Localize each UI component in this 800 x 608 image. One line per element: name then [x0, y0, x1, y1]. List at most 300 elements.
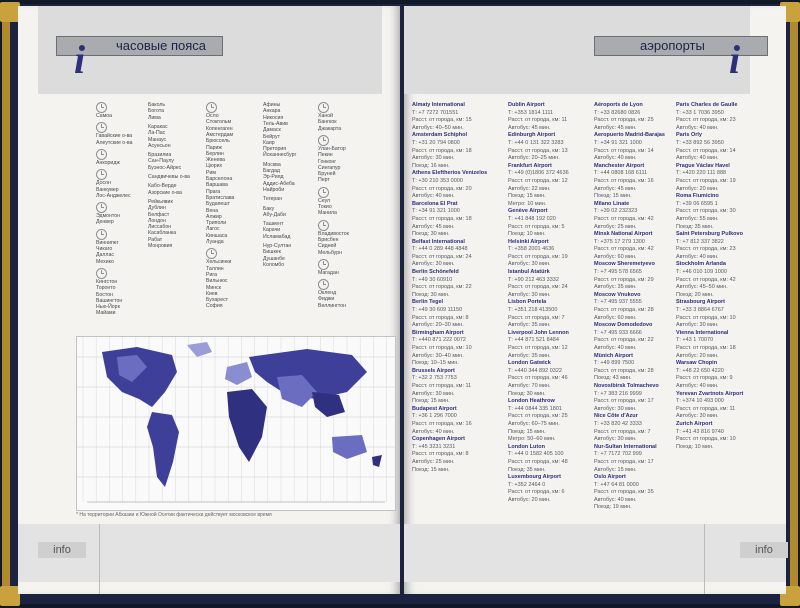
city-name: Перт	[318, 177, 330, 184]
city-name: Мельбурн	[318, 249, 342, 256]
airport-detail: Автобус: 40 мин.	[676, 253, 719, 260]
city-name: Берлин	[206, 150, 224, 157]
city-name: Самоа	[96, 113, 113, 119]
city-name: Женева	[206, 157, 225, 164]
airport-detail: Расст. от города, км: 11	[676, 405, 736, 412]
city-name: Лондон	[148, 217, 166, 224]
airport-detail: Расст. от города, км: 28	[594, 367, 654, 374]
airport-detail: Расст. от города, км: 17	[594, 458, 654, 465]
airport-detail: Т: +48 22 650 4220	[676, 367, 724, 374]
airport-detail: Т: +7 812 337 3822	[676, 238, 724, 245]
airport-detail: Поезд: 10 мин.	[508, 231, 546, 238]
airport-detail: Расст. от города, км: 7	[594, 428, 651, 435]
city-name: Амстердам	[206, 131, 234, 138]
airport-detail: Автобус: 40 мин.	[594, 155, 637, 162]
airport-detail: Расст. от города, км: 16	[594, 177, 654, 184]
airport-detail: Автобус: 30 мин.	[594, 405, 637, 412]
city-name: Кингстон	[96, 278, 118, 285]
airport-detail: Расст. от города, км: 42	[594, 246, 654, 253]
airport-detail: Автобус: 30–40 мин.	[412, 352, 464, 359]
airport-detail: Т: +33 3 8864 6767	[676, 307, 724, 314]
airport-name: Paris Orly	[676, 132, 702, 139]
airport-name: Amsterdam Schiphol	[412, 132, 468, 139]
airport-detail: Поезд: 30 мин.	[412, 291, 450, 298]
city-name: Бангкок	[318, 119, 337, 126]
airport-detail: Автобус: 40 мин.	[412, 428, 455, 435]
airport-detail: Т: +41 43 816 9740	[676, 428, 724, 435]
airport-name: Minsk National Airport	[594, 231, 653, 238]
airport-name: Münich Airport	[594, 352, 633, 359]
airport-detail: Т: +351 218 413500	[508, 307, 558, 314]
city-name: Триполи	[206, 220, 227, 227]
airport-detail: Автобус: 35 мин.	[508, 322, 551, 329]
info-tab-left: info	[38, 542, 86, 558]
city-name: Гавайские о-ва	[96, 133, 133, 140]
airport-detail: Расст. от города, км: 8	[412, 314, 469, 321]
city-name: Тель-Авив	[263, 120, 288, 127]
airport-name: Stockholm Arlanda	[676, 261, 726, 268]
clock-icon	[318, 279, 329, 290]
clock-icon	[318, 102, 329, 113]
city-name: Лагос	[206, 226, 220, 233]
airport-detail: Расст. от города, км: 24	[508, 284, 568, 291]
airport-detail: Расст. от города, км: 35	[594, 489, 654, 496]
city-name: Манила	[318, 210, 337, 217]
airport-detail: Т: +49 30 609 11150	[412, 307, 463, 314]
airport-detail: Автобус: 30 мин.	[676, 322, 719, 329]
city-name: Токио	[318, 204, 332, 210]
city-name: Бруней	[318, 171, 336, 178]
airport-detail: Т: +7 495 933 6666	[594, 329, 642, 336]
airport-name: Brussels Airport	[412, 367, 455, 374]
airport-detail: Расст. от города, км: 6	[508, 489, 565, 496]
left-page	[18, 6, 400, 594]
airport-detail: Автобус: 40 мин.	[676, 124, 719, 131]
city-name: Хельсинки	[206, 259, 232, 266]
airport-name: Nice Côte d'Azur	[594, 413, 638, 420]
airport-name: London Gatwick	[508, 360, 551, 367]
airport-detail: Расст. от города, км: 29	[594, 276, 654, 283]
city-name: Баку	[263, 205, 275, 212]
airport-detail: Расст. от города, км: 28	[594, 307, 654, 314]
airport-detail: Автобус: 40 мин.	[412, 193, 455, 200]
city-name: Кабо-Верде	[148, 183, 177, 190]
city-name: Анкара	[263, 108, 281, 115]
airport-name: Aéroports de Lyon	[594, 102, 643, 108]
airport-detail: Расст. от города, км: 16	[412, 420, 472, 427]
info-i-icon-right: i	[729, 37, 741, 82]
airport-detail: Поезд: 10–15 мин.	[412, 360, 459, 367]
airport-detail: Автобус: 60–75 мин.	[508, 420, 560, 427]
airport-detail: Поезд: 15 мин.	[508, 428, 546, 435]
airport-detail: Автобус: 20 мин.	[676, 352, 719, 359]
airport-name: Frankfurt Airport	[508, 162, 552, 169]
city-name: Буэнос-Айрес	[148, 164, 182, 171]
city-name: Мехико	[96, 258, 114, 265]
airport-detail: Автобус: 45 мин.	[594, 185, 637, 192]
airport-detail: Расст. от города, км: 42	[676, 276, 736, 283]
city-name: Джакарта	[318, 125, 342, 132]
airport-detail: Автобус: 25 мин.	[594, 223, 637, 230]
airport-detail: Т: +44 0 1582 405 100	[508, 451, 564, 458]
city-name: Брисбен	[318, 236, 339, 243]
airport-detail: Автобус: 35 мин.	[508, 352, 551, 359]
city-name: Претория	[263, 146, 287, 153]
city-name: Стокгольм	[206, 119, 232, 126]
airport-detail: Расст. от города, км: 14	[594, 147, 654, 154]
airport-name: Edinburgh Airport	[508, 132, 556, 139]
city-name: Будапешт	[206, 201, 230, 208]
airport-detail: Поезд: 30 мин.	[412, 231, 450, 238]
airport-column	[676, 102, 752, 451]
city-name: Брюссель	[206, 138, 230, 145]
airport-name: Liverpool John Lennon	[508, 329, 569, 336]
city-name: Лиссабон	[148, 224, 172, 231]
airport-name: Luxembourg Airport	[508, 474, 561, 481]
city-name: Бостон	[96, 291, 113, 298]
city-name: Бухарест	[206, 297, 229, 304]
airport-detail: Поезд: 19 мин.	[594, 504, 632, 511]
airport-detail: Т: +36 1 296 7000	[412, 413, 457, 420]
city-name: Бейрут	[263, 133, 280, 140]
airport-detail: Т: +30 210 353 0000	[412, 177, 463, 184]
city-name: Тегеран	[263, 196, 283, 203]
airport-name: Saint Petersburg Pulkovo	[676, 231, 743, 238]
airport-name: Roma Fiumicino	[676, 193, 719, 200]
airport-detail: Автобус: 45 мин.	[594, 124, 637, 131]
clock-icon	[318, 187, 329, 198]
airport-detail: Расст. от города, км: 24	[412, 253, 472, 260]
airport-detail: Автобус: 20 мин.	[676, 185, 719, 192]
airport-detail: Автобус: 20 мин.	[508, 496, 551, 503]
city-name: Эр-Рияд	[263, 174, 284, 181]
airport-detail: Т: +44 0 289 448 4848	[412, 246, 468, 253]
airport-detail: Т: +7 495 578 6565	[594, 269, 642, 276]
airport-detail: Поезд: 35 мин.	[508, 466, 546, 473]
city-name: Коломбо	[263, 261, 285, 268]
city-name: Варшава	[206, 182, 228, 189]
airport-detail: Автобус: 35 мин.	[594, 284, 637, 291]
airport-detail: Расст. от города, км: 48	[508, 458, 568, 465]
clock-icon	[318, 259, 329, 270]
airport-detail: Расст. от города, км: 23	[676, 246, 736, 253]
airport-detail: Расст. от города, км: 22	[594, 337, 654, 344]
airport-detail: Т: +44 0 131 322 3283	[508, 139, 564, 146]
airport-detail: Т: +39 06 6595 1	[676, 200, 718, 207]
airport-name: Helsinki Airport	[508, 238, 549, 245]
airport-name: Moscow Domodedovo	[594, 322, 653, 329]
city-name: Монровия	[148, 243, 173, 249]
city-name: Владивосток	[318, 230, 349, 237]
airport-detail: Т: +49 30 60910	[412, 276, 453, 283]
clock-icon	[318, 135, 329, 146]
airport-detail: Метро: 10 мин.	[508, 200, 547, 207]
clock-icon	[318, 220, 329, 231]
airport-detail: Т: +34 91 321 1000	[594, 139, 642, 146]
airport-detail: Расст. от города, км: 22	[412, 284, 472, 291]
clock-icon	[96, 229, 107, 240]
airport-name: Berlin Schönefeld	[412, 269, 459, 276]
city-name: Абу-Даби	[263, 211, 286, 218]
airport-name: Paris Charles de Gaulle	[676, 102, 738, 108]
airport-detail: Расст. от города, км: 19	[508, 253, 568, 260]
city-name: Лима	[148, 114, 161, 121]
city-name: Рига	[206, 271, 218, 278]
airport-detail: Т: +31 20 794 0800	[412, 139, 460, 146]
airport-detail: Поезд: 43 мин.	[594, 375, 632, 382]
city-name: София	[206, 303, 223, 310]
city-name: Азорские о-ва	[148, 189, 182, 196]
airport-detail: Автобус: 30 мин.	[676, 413, 719, 420]
airport-name: Belfast International	[412, 238, 465, 245]
airport-detail: Т: +7 7272 701551	[412, 109, 459, 116]
city-name: Ташкент	[263, 221, 284, 228]
airport-detail: Расст. от города, км: 25	[508, 413, 568, 420]
airport-detail: Расст. от города, км: 42	[594, 215, 654, 222]
city-name: Сандвичевы о-ва	[148, 174, 190, 180]
airport-detail: Автобус: 70 мин.	[508, 382, 551, 389]
city-name: Цюрих	[206, 163, 223, 170]
city-name: Найроби	[263, 186, 285, 193]
airport-name: Prague Václav Havel	[676, 162, 730, 169]
airport-detail: Поезд: 16 мин.	[412, 162, 450, 169]
right-bottom-panel	[404, 524, 786, 582]
airport-detail: Автобус: 60 мин.	[594, 314, 637, 321]
city-name: Лос-Анджелес	[96, 192, 131, 199]
city-name: Сидней	[318, 243, 337, 250]
clock-icon	[96, 149, 107, 160]
city-name: Бразилиа	[148, 152, 172, 159]
airport-detail: Т: +45 3231 3231	[412, 443, 456, 450]
airport-detail: Автобус: 40 мин.	[594, 496, 637, 503]
airport-detail: Расст. от города, км: 46	[508, 375, 568, 382]
city-name: Вильнюс	[206, 278, 228, 285]
airport-detail: Поезд: 30 мин.	[508, 390, 546, 397]
airport-detail: Расст. от города, км: 7	[508, 314, 565, 321]
airport-detail: Т: +352 2464 0	[508, 481, 546, 488]
city-name: Виннипег	[96, 239, 119, 246]
city-name: Багдад	[263, 168, 280, 174]
info-i-icon: i	[74, 37, 86, 82]
city-name: Таллин	[206, 265, 224, 272]
city-name: Нью-Йорк	[96, 304, 120, 311]
city-name: Досон	[96, 180, 111, 187]
airport-detail: Автобус: 45 мин.	[508, 124, 551, 131]
airport-detail: Автобус: 20–30 мин.	[412, 322, 464, 329]
airport-detail: Расст. от города, км: 5	[508, 223, 565, 230]
airport-detail: Автобус: 45–50 мин.	[676, 284, 728, 291]
airport-detail: Автобус: 30 мин.	[412, 261, 455, 268]
airport-detail: Т: +440 344 892 0322	[508, 367, 562, 374]
city-name: Богота	[148, 108, 165, 115]
city-name: Пекин	[318, 152, 333, 159]
city-name: Асунсьон	[148, 142, 171, 149]
city-name: Анкоридж	[96, 159, 120, 166]
city-name: Майами	[96, 310, 116, 317]
airport-detail: Метро: 50–60 мин.	[508, 436, 556, 443]
airport-detail: Автобус: 25 мин.	[412, 458, 455, 465]
airport-detail: Автобус: 55 мин.	[676, 215, 719, 222]
airport-detail: Автобус: 40 мин.	[676, 382, 719, 389]
airport-detail: Расст. от города, км: 9	[676, 375, 733, 382]
airport-detail: Расст. от города, км: 17	[594, 398, 654, 405]
airport-name: Barcelona El Prat	[412, 200, 458, 207]
airport-detail: Расст. от города, км: 14	[676, 147, 736, 154]
corner-protector-top-left	[0, 2, 20, 22]
airport-name: Athens Eleftherios Venizelos	[412, 170, 488, 177]
airport-detail: Расст. от города, км: 10	[676, 314, 736, 321]
airport-name: Nur-Sultan International	[594, 443, 657, 450]
city-name: Бишкек	[263, 249, 281, 256]
airport-detail: Т: +47 64 81 0000	[594, 481, 639, 488]
airport-detail: Т: +33 82680 0826	[594, 109, 641, 116]
city-name: Дублин	[148, 205, 166, 212]
airport-detail: Т: +90 212 463 3332	[508, 276, 559, 283]
right-page	[404, 6, 786, 594]
city-name: Чикаго	[96, 246, 113, 252]
airport-detail: Т: +33 820 42 3333	[594, 420, 642, 427]
city-name: Сеул	[318, 197, 331, 204]
airport-detail: Т: +33 892 56 3950	[676, 139, 724, 146]
airport-name: Lisbon Portela	[508, 299, 547, 306]
airport-detail: Расст. от города, км: 10	[676, 436, 736, 443]
city-name: Даллас	[96, 252, 114, 259]
airport-detail: Расст. от города, км: 12	[508, 177, 568, 184]
airport-name: London Heathrow	[508, 398, 555, 405]
airport-name: Milano Linate	[594, 200, 630, 207]
page-title-right: аэропорты	[640, 38, 705, 53]
airport-detail: Расст. от города, км: 11	[508, 117, 568, 124]
city-name: Белфаст	[148, 211, 170, 218]
airport-detail: Т: +32 2 753 7753	[412, 375, 457, 382]
airport-detail: Т: +420 220 111 888	[676, 170, 727, 177]
airport-name: Warsaw Chopin	[676, 360, 718, 367]
airport-detail: Т: +7 7172 702 999	[594, 451, 642, 458]
airport-detail: Автобус: 40–50 мин.	[412, 124, 464, 131]
airport-detail: Расст. от города, км: 11	[412, 382, 472, 389]
city-name: Каракас	[148, 123, 168, 130]
clock-icon	[96, 202, 107, 213]
airport-detail: Автобус: 15 мин.	[594, 466, 637, 473]
airport-name: Novosibirsk Tolmachevo	[594, 382, 659, 389]
city-name: Каир	[263, 139, 275, 146]
airport-name: Dublin Airport	[508, 102, 545, 108]
city-name: Прага	[206, 188, 221, 195]
clock-icon	[206, 248, 217, 259]
airport-name: Vienna International	[676, 329, 729, 336]
airport-detail: Расст. от города, км: 18	[412, 147, 472, 154]
city-name: Копенгаген	[206, 125, 233, 132]
world-map-graphic	[77, 337, 395, 510]
airport-detail: Автобус: 30 мин.	[508, 291, 551, 298]
airport-detail: Т: +44 0808 168 6111	[594, 170, 648, 177]
city-name: Фиджи	[318, 296, 335, 303]
city-name: Алжир	[206, 213, 222, 220]
airport-detail: Расст. от города, км: 19	[676, 177, 736, 184]
city-name: Окленд	[318, 290, 337, 297]
page-title: часовые пояса	[116, 38, 207, 53]
airport-detail: Т: +46 010 109 1000	[676, 269, 727, 276]
airport-detail: Т: +34 91 321 1000	[412, 208, 460, 215]
city-name: Никосия	[263, 114, 284, 121]
airport-detail: Поезд: 20 мин.	[676, 291, 714, 298]
airport-column	[508, 102, 584, 504]
airport-detail: Автобус: 60 мин.	[594, 253, 637, 260]
airport-detail: Т: +7 383 216 9999	[594, 390, 642, 397]
airport-detail: Расст. от города, км: 12	[508, 345, 568, 351]
airport-detail: Т: +39 02 232323	[594, 208, 638, 215]
city-name: Улан-Батор	[318, 145, 346, 152]
margin-divider	[99, 524, 100, 594]
city-name: Барселона	[206, 176, 233, 182]
city-name: Киев	[206, 290, 218, 297]
city-name: Торонто	[96, 285, 116, 292]
airport-detail: Поезд: 15 мин.	[594, 193, 632, 200]
airport-detail: Поезд: 15 мин.	[412, 398, 450, 405]
airport-detail: Поезд: 15 мин.	[412, 466, 450, 473]
city-name: Баколь	[148, 102, 166, 108]
city-name: Братислава	[206, 194, 235, 201]
airport-detail: Расст. от города, км: 8	[412, 451, 469, 458]
city-name: Афины	[263, 102, 281, 108]
city-name: Алеутские о-ва	[96, 139, 133, 146]
city-name: Карачи	[263, 227, 281, 234]
city-name: Рабат	[148, 236, 163, 243]
airport-name: Oslo Airport	[594, 474, 626, 481]
airport-detail: Расст. от города, км: 25	[594, 117, 654, 124]
city-name: Манаус	[148, 136, 167, 143]
city-name: Киншаса	[206, 232, 228, 239]
airport-detail: Т: +374 10 493 000	[676, 398, 724, 405]
airport-name: Berlin Tegel	[412, 299, 444, 306]
airport-detail: Автобус: 22 мин.	[508, 185, 551, 192]
airport-name: Zurich Airport	[676, 420, 713, 427]
airport-name: Strasbourg Airport	[676, 299, 725, 306]
airport-detail: Автобус: 40 мин.	[594, 345, 637, 351]
airport-detail: Т: +440 871 222 0072	[412, 337, 466, 344]
airport-detail: Т: +375 17 279 1300	[594, 238, 645, 245]
airport-detail: Расст. от города, км: 23	[676, 117, 736, 124]
city-name: Нур-Султан	[263, 243, 292, 249]
airport-detail: Т: +41 848 192 020	[508, 215, 556, 222]
airport-detail: Поезд: 15 мин.	[508, 193, 546, 200]
city-name: Ванкувер	[96, 186, 119, 193]
city-name: Рим	[206, 169, 216, 176]
city-name: Душанбе	[263, 255, 285, 262]
airport-detail: Расст. от города, км: 10	[412, 345, 472, 351]
airport-detail: Поезд: 10 мин.	[676, 443, 714, 450]
clock-icon	[206, 102, 217, 113]
city-name: Луанда	[206, 239, 224, 245]
city-name: Денвер	[96, 219, 114, 226]
airport-name: Manchester Airport	[594, 162, 645, 169]
city-name: Вашингтон	[96, 297, 123, 304]
airport-detail: Расст. от города, км: 18	[676, 345, 736, 351]
airport-name: Yerevan Zvartnots Airport	[676, 390, 744, 397]
airport-detail: Расст. от города, км: 15	[412, 117, 472, 124]
airport-name: London Luton	[508, 443, 545, 450]
city-name: Аддис-Абеба	[263, 180, 295, 187]
airport-detail: Т: +49 (0)1806 372 4636	[508, 170, 569, 177]
airport-detail: Автобус: 40 мин.	[676, 155, 719, 162]
world-time-zone-map	[76, 336, 396, 511]
city-name: Осло	[206, 113, 219, 119]
airport-detail: Автобус: 30 мин.	[412, 390, 455, 397]
airport-name: Genève Airport	[508, 208, 548, 215]
airport-detail: Т: +353 1814 1111	[508, 109, 554, 116]
map-footnote: * На территории Абхазии и Южной Осетии фактически действует московское время	[76, 512, 272, 518]
city-name: Йоханнесбург	[263, 152, 297, 159]
